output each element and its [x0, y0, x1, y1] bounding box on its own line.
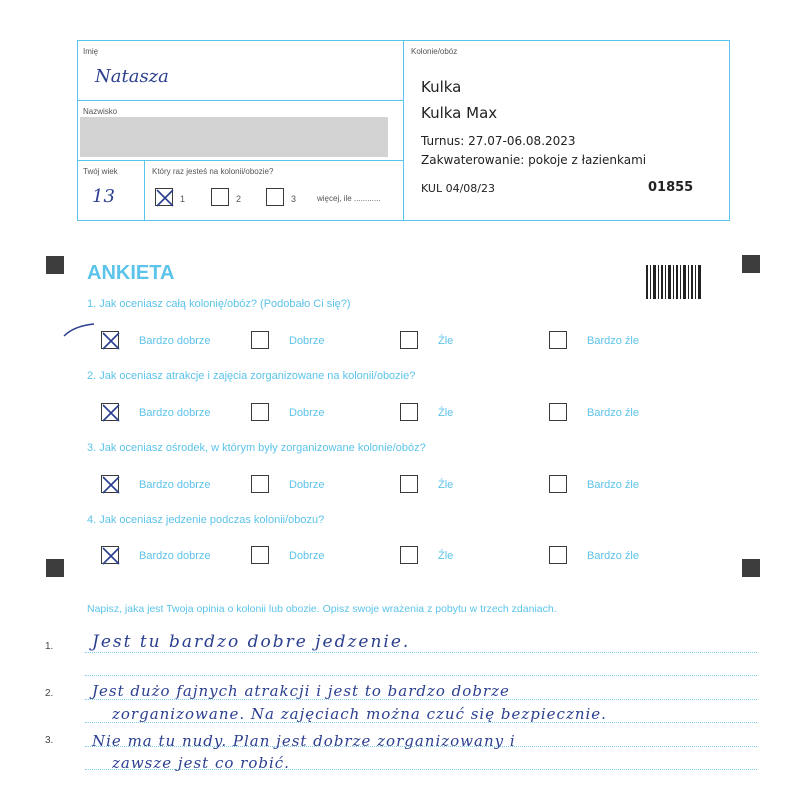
form-number: 01855 [648, 180, 694, 195]
opinion-line-2: Jest dużo fajnych atrakcji i jest to bardzo dobrze [92, 682, 510, 700]
q2-checkbox-bardzo-zle[interactable] [549, 403, 567, 421]
age-divider [144, 160, 145, 221]
camp-label: Kolonie/obóz [411, 47, 458, 56]
cross-mark-icon [100, 330, 122, 352]
barcode-icon [646, 265, 702, 299]
times-option-2: 2 [236, 194, 242, 204]
line-number-3: 3. [45, 735, 54, 746]
turnus: Turnus: 27.07-06.08.2023 [421, 134, 576, 148]
q3-checkbox-zle[interactable] [400, 475, 418, 493]
last-name-redacted [80, 117, 388, 157]
q3-checkbox-bardzo-zle[interactable] [549, 475, 567, 493]
age-label: Twój wiek [83, 167, 118, 176]
q2-checkbox-dobrze[interactable] [251, 403, 269, 421]
registration-marker [46, 559, 64, 577]
header-row-line [77, 160, 404, 161]
q4-option-dobrze: Dobrze [289, 550, 325, 562]
registration-marker [742, 559, 760, 577]
line-number-1: 1. [45, 641, 54, 652]
opinion-line-5: zawsze jest co robić. [112, 754, 290, 772]
q1-option-zle: Źle [438, 335, 454, 347]
q3-option-bardzo-zle: Bardzo źle [587, 479, 639, 491]
times-option-3: 3 [291, 194, 297, 204]
first-name-value: Natasza [95, 66, 169, 87]
question-1: 1. Jak oceniasz całą kolonię/obóz? (Podobało Ci się?) [87, 298, 351, 310]
age-value: 13 [92, 186, 115, 207]
q1-checkbox-bardzo-dobrze[interactable] [101, 331, 119, 349]
q1-option-bardzo-dobrze: Bardzo dobrze [139, 335, 211, 347]
cross-mark-icon [100, 402, 122, 424]
opinion-line-1: Jest tu bardzo dobre jedzenie. [92, 632, 411, 652]
camp-name-2: Kulka Max [421, 104, 498, 122]
camp-code: KUL 04/08/23 [421, 182, 495, 195]
survey-title: ANKIETA [87, 262, 175, 284]
registration-marker [46, 256, 64, 274]
header-row-line [77, 100, 404, 101]
q3-checkbox-bardzo-dobrze[interactable] [101, 475, 119, 493]
writing-line [85, 652, 757, 653]
times-option-1: 1 [180, 194, 186, 204]
writing-line [85, 675, 757, 676]
q1-checkbox-dobrze[interactable] [251, 331, 269, 349]
cross-mark-icon [100, 474, 122, 496]
q3-checkbox-dobrze[interactable] [251, 475, 269, 493]
opinion-prompt: Napisz, jaka jest Twoja opinia o kolonii lub obozie. Opisz swoje wrażenia z pobytu w trzech zdaniach. [87, 603, 557, 615]
cross-mark-icon [154, 187, 176, 209]
q4-checkbox-dobrze[interactable] [251, 546, 269, 564]
q3-option-zle: Źle [438, 479, 454, 491]
times-checkbox-2[interactable] [211, 188, 229, 206]
question-2: 2. Jak oceniasz atrakcje i zajęcia zorganizowane na kolonii/obozie? [87, 370, 416, 382]
q4-checkbox-bardzo-zle[interactable] [549, 546, 567, 564]
q2-option-dobrze: Dobrze [289, 407, 325, 419]
q2-option-bardzo-zle: Bardzo źle [587, 407, 639, 419]
q4-checkbox-zle[interactable] [400, 546, 418, 564]
times-checkbox-1[interactable] [155, 188, 173, 206]
last-name-label: Nazwisko [83, 107, 118, 116]
camp-name-1: Kulka [421, 78, 462, 96]
first-name-label: Imię [83, 47, 99, 56]
q3-option-dobrze: Dobrze [289, 479, 325, 491]
q4-option-zle: Źle [438, 550, 454, 562]
opinion-line-4: Nie ma tu nudy. Plan jest dobrze zorganizowany i [92, 732, 516, 750]
question-3: 3. Jak oceniasz ośrodek, w którym były zorganizowane kolonie/obóz? [87, 442, 426, 454]
q2-option-bardzo-dobrze: Bardzo dobrze [139, 407, 211, 419]
q4-checkbox-bardzo-dobrze[interactable] [101, 546, 119, 564]
q4-option-bardzo-zle: Bardzo źle [587, 550, 639, 562]
q3-option-bardzo-dobrze: Bardzo dobrze [139, 479, 211, 491]
times-checkbox-3[interactable] [266, 188, 284, 206]
times-label: Który raz jesteś na kolonii/obozie? [152, 167, 274, 176]
registration-marker [742, 255, 760, 273]
q1-option-dobrze: Dobrze [289, 335, 325, 347]
q2-option-zle: Źle [438, 407, 454, 419]
times-option-more: więcej, ile ............ [317, 194, 381, 203]
opinion-line-3: zorganizowane. Na zajęciach można czuć się bezpiecznie. [112, 705, 607, 723]
question-4: 4. Jak oceniasz jedzenie podczas kolonii/obozu? [87, 514, 325, 526]
header-divider [403, 40, 404, 221]
q1-checkbox-zle[interactable] [400, 331, 418, 349]
q2-checkbox-bardzo-dobrze[interactable] [101, 403, 119, 421]
q4-option-bardzo-dobrze: Bardzo dobrze [139, 550, 211, 562]
q1-checkbox-bardzo-zle[interactable] [549, 331, 567, 349]
q2-checkbox-zle[interactable] [400, 403, 418, 421]
accommodation: Zakwaterowanie: pokoje z łazienkami [421, 153, 647, 167]
line-number-2: 2. [45, 688, 54, 699]
pen-stroke-icon [60, 320, 100, 340]
q1-option-bardzo-zle: Bardzo źle [587, 335, 639, 347]
cross-mark-icon [100, 545, 122, 567]
